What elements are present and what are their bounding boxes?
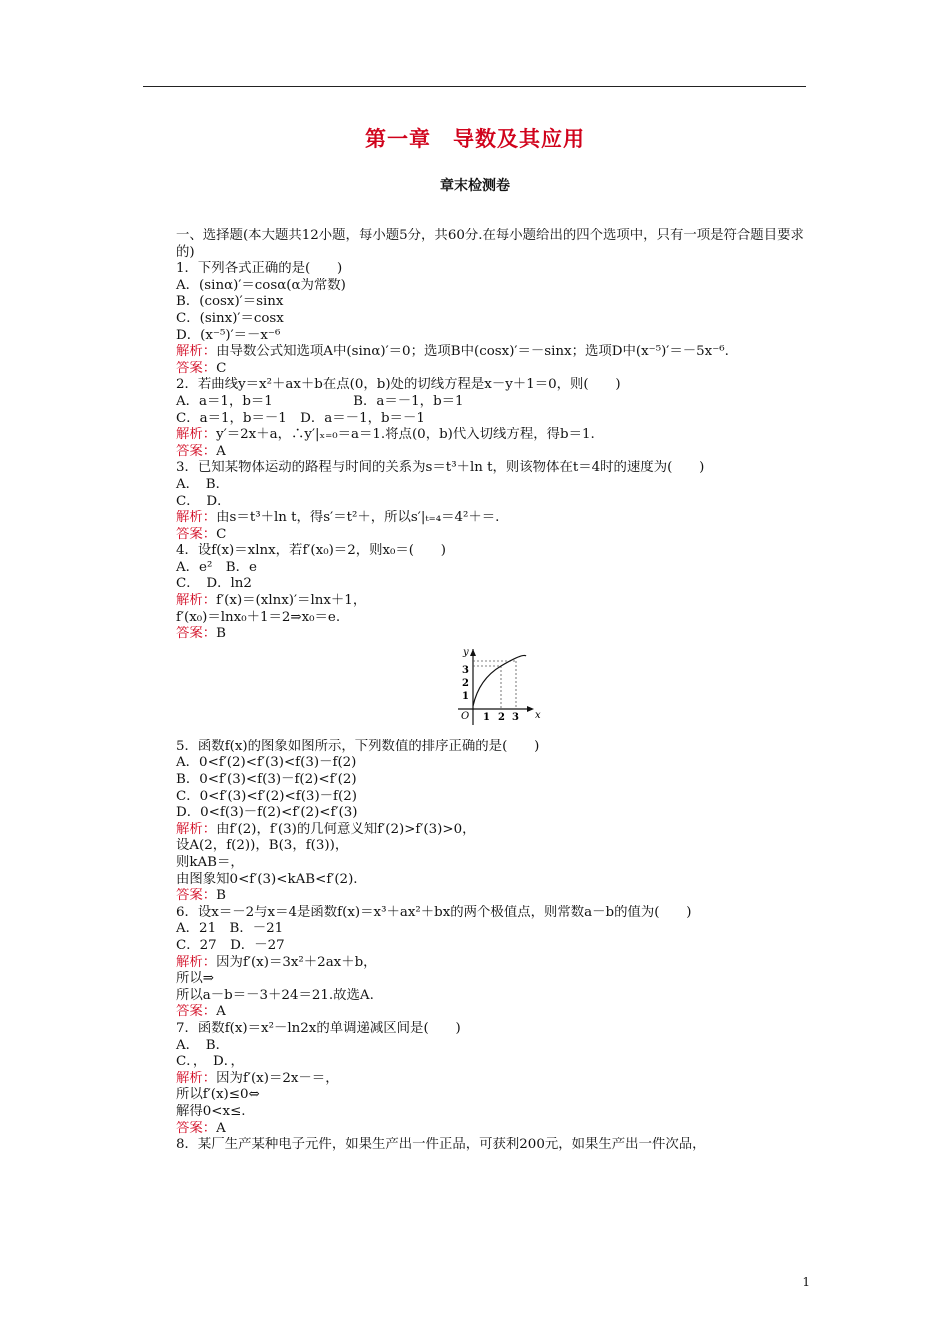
analysis-continued: 设A(2，f(2))，B(3，f(3))， bbox=[176, 838, 349, 854]
analysis-continued: 所以f′(x)≤0⇔ bbox=[176, 1087, 260, 1103]
answer-line bbox=[144, 888, 808, 905]
analysis-label: 解析： bbox=[176, 1070, 217, 1086]
function-curve bbox=[473, 655, 526, 706]
analysis-continued: f′(x₀)＝lnx₀＋1＝2⇒x₀＝e. bbox=[176, 609, 341, 625]
answer-value: B bbox=[216, 626, 227, 642]
analysis-label: 解析： bbox=[176, 593, 217, 609]
answer-value: A bbox=[216, 1004, 226, 1020]
x-tick-label: 3 bbox=[512, 711, 519, 723]
analysis-line bbox=[144, 593, 808, 610]
y-tick-label: 2 bbox=[462, 677, 469, 689]
section-subtitle: 章末检测卷 bbox=[440, 178, 510, 194]
analysis-line bbox=[144, 344, 808, 361]
option: A．e² B．e bbox=[176, 559, 257, 575]
analysis-text: f′(x)＝(xlnx)′＝lnx＋1， bbox=[216, 593, 367, 609]
option: A．(sinα)′＝cosα(α为常数) bbox=[176, 277, 346, 293]
option: A．a＝1，b＝1 B．a＝－1，b＝1 bbox=[176, 393, 464, 409]
analysis-continued: 则kAB＝， bbox=[176, 855, 244, 870]
option: D．(x⁻⁵)′＝－x⁻⁶ bbox=[176, 327, 281, 343]
question-5: 5．函数f(x)的图象如图所示，下列数值的排序正确的是( ) bbox=[176, 738, 540, 754]
question-1: 1．下列各式正确的是( ) bbox=[176, 261, 343, 277]
header-rule bbox=[143, 86, 806, 87]
y-tick-label: 3 bbox=[462, 664, 469, 676]
answer-line bbox=[144, 444, 808, 461]
answer-value: C bbox=[216, 526, 227, 542]
answer-value: B bbox=[216, 888, 227, 904]
option: D．0<f(3)－f(2)<f′(2)<f′(3) bbox=[176, 805, 358, 821]
question-3: 3．已知某物体运动的路程与时间的关系为s＝t³＋ln t，则该物体在t＝4时的速度为( ) bbox=[176, 460, 705, 476]
answer-label: 答案： bbox=[176, 1004, 217, 1020]
option: A． B． bbox=[176, 476, 229, 492]
answer-label: 答案： bbox=[176, 526, 217, 542]
chapter-title: 第一章 导数及其应用 bbox=[365, 126, 585, 151]
function-graph bbox=[144, 643, 808, 739]
answer-label: 答案： bbox=[176, 888, 217, 904]
page-number: 1 bbox=[802, 1275, 810, 1289]
y-axis-label: y bbox=[463, 646, 469, 658]
option: C．(sinx)′＝cosx bbox=[176, 310, 284, 326]
x-tick-label: 2 bbox=[498, 711, 505, 723]
option: B．(cosx)′＝sinx bbox=[176, 294, 284, 310]
analysis-label: 解析： bbox=[176, 954, 217, 970]
analysis-text: 由s＝t³＋ln t，得s′＝t²＋，所以s′|ₜ₌₄＝4²＋＝. bbox=[216, 510, 500, 526]
answer-line bbox=[144, 361, 808, 378]
question-6: 6．设x＝－2与x＝4是函数f(x)＝x³＋ax²＋bx的两个极值点，则常数a－b的值为( ) bbox=[176, 904, 692, 920]
option: C． D．ln2 bbox=[176, 576, 252, 592]
answer-line bbox=[144, 626, 808, 643]
analysis-label: 解析： bbox=[176, 821, 217, 837]
option: C． D． bbox=[176, 493, 231, 509]
question-7: 7．函数f(x)＝x²－ln2x的单调递减区间是( ) bbox=[176, 1020, 461, 1036]
analysis-continued: 所以⇒ bbox=[176, 971, 215, 987]
question-4: 4．设f(x)＝xlnx，若f′(x₀)＝2，则x₀＝( ) bbox=[176, 543, 447, 559]
x-tick-label: 1 bbox=[483, 711, 490, 723]
analysis-text: 因为f′(x)＝3x²＋2ax＋b， bbox=[216, 954, 377, 970]
y-axis-arrow bbox=[470, 649, 476, 656]
instructions: 一、选择题(本大题共12小题，每小题5分，共60分.在每小题给出的四个选项中，只有一项是符合题目要求的) bbox=[176, 228, 804, 260]
analysis-text: 由f′(2)，f′(3)的几何意义知f′(2)>f′(3)>0， bbox=[216, 821, 476, 837]
answer-value: C bbox=[216, 360, 227, 376]
option: A．0<f′(2)<f′(3)<f(3)－f(2) bbox=[176, 755, 357, 771]
x-axis-arrow bbox=[527, 706, 534, 712]
option: A．21 B．－21 bbox=[176, 921, 284, 937]
option: B．0<f′(3)<f(3)－f(2)<f′(2) bbox=[176, 772, 357, 788]
option: C．， D．， bbox=[176, 1054, 244, 1070]
analysis-line bbox=[144, 510, 808, 527]
answer-line bbox=[144, 1121, 808, 1138]
analysis-label: 解析： bbox=[176, 344, 217, 360]
question-8: 8．某厂生产某种电子元件，如果生产出一件正品，可获利200元，如果生产出一件次品， bbox=[176, 1137, 706, 1153]
option: C．a＝1，b＝－1 D．a＝－1，b＝－1 bbox=[176, 410, 425, 426]
option: C．27 D．－27 bbox=[176, 937, 285, 953]
answer-value: A bbox=[216, 443, 226, 459]
y-tick-label: 1 bbox=[462, 690, 469, 702]
x-axis-label: x bbox=[535, 709, 541, 721]
answer-line bbox=[144, 1004, 808, 1021]
analysis-continued: 所以a－b＝－3＋24＝21.故选A. bbox=[176, 987, 374, 1003]
question-2: 2．若曲线y＝x²＋ax＋b在点(0，b)处的切线方程是x－y＋1＝0，则( ) bbox=[176, 377, 621, 393]
option: A． B． bbox=[176, 1037, 229, 1053]
function-graph-svg bbox=[446, 643, 546, 735]
answer-label: 答案： bbox=[176, 626, 217, 642]
answer-value: A bbox=[216, 1120, 226, 1136]
analysis-label: 解析： bbox=[176, 427, 217, 443]
analysis-line bbox=[144, 1071, 808, 1088]
analysis-line bbox=[144, 955, 808, 972]
analysis-label: 解析： bbox=[176, 510, 217, 526]
analysis-text: 因为f′(x)＝2x－＝， bbox=[216, 1070, 339, 1086]
analysis-text: 由导数公式知选项A中(sinα)′＝0；选项B中(cosx)′＝－sinx；选项D中(x⁻⁵)′＝－5x⁻⁶. bbox=[216, 344, 729, 360]
analysis-continued: 由图象知0<f′(3)<kAB<f′(2). bbox=[176, 871, 358, 887]
analysis-line bbox=[144, 822, 808, 839]
origin-label: O bbox=[461, 710, 470, 722]
analysis-line bbox=[144, 427, 808, 444]
answer-label: 答案： bbox=[176, 1120, 217, 1136]
answer-label: 答案： bbox=[176, 443, 217, 459]
document-body bbox=[144, 228, 808, 1154]
analysis-text: y′＝2x＋a，∴y′|ₓ₌₀＝a＝1.将点(0，b)代入切线方程，得b＝1. bbox=[216, 427, 595, 443]
option: C．0<f′(3)<f′(2)<f(3)－f(2) bbox=[176, 788, 357, 804]
answer-line bbox=[144, 527, 808, 544]
analysis-continued: 解得0<x≤. bbox=[176, 1103, 246, 1119]
answer-label: 答案： bbox=[176, 360, 217, 376]
